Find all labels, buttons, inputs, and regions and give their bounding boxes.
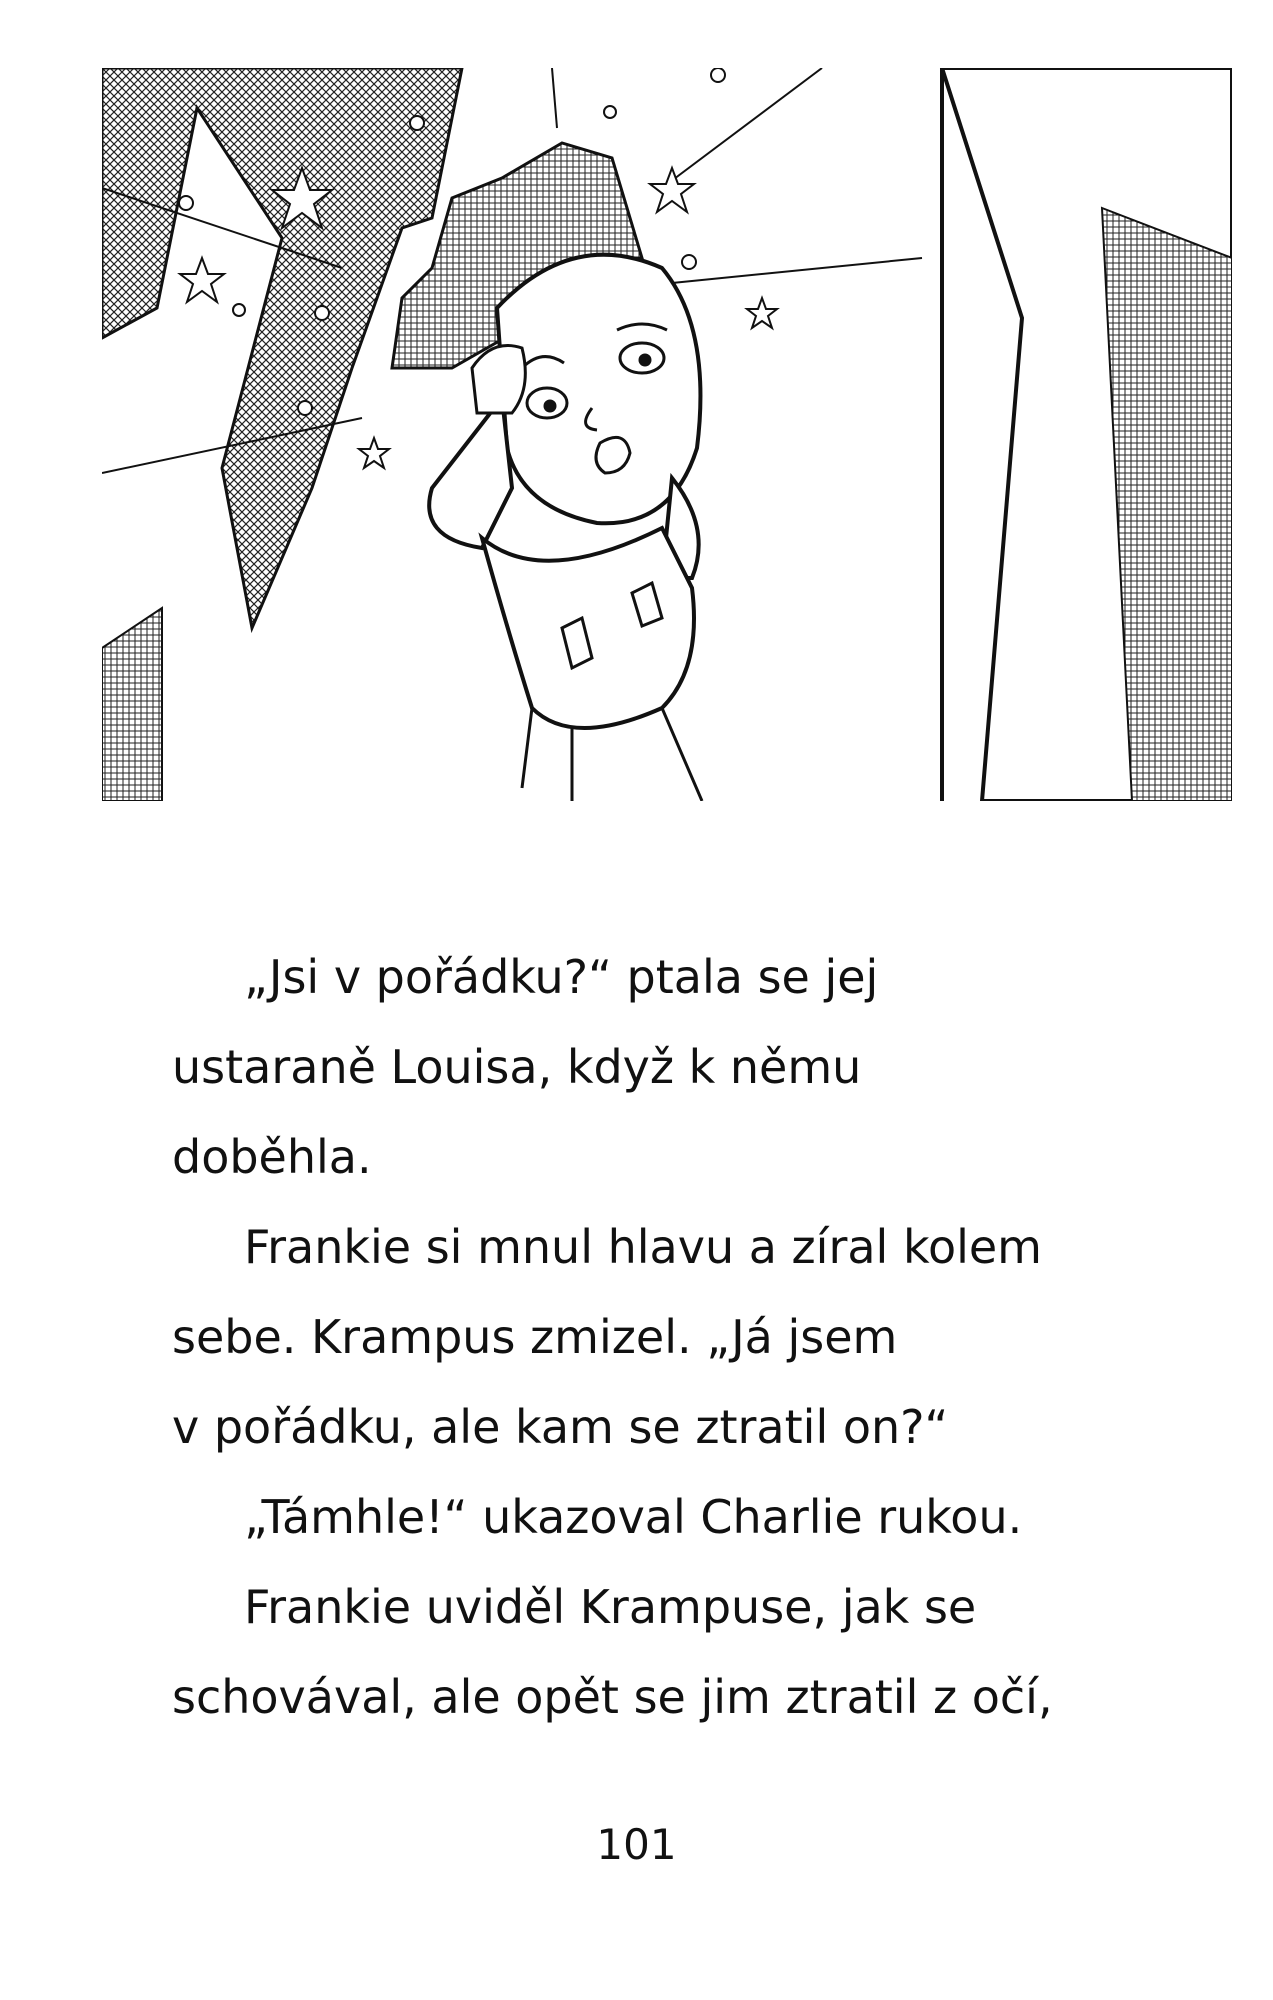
story-line: Frankie uviděl Krampuse, jak se [244,1580,977,1634]
boy-arm-left [429,398,512,548]
boy-hand [472,346,525,414]
story-line: Frankie si mnul hlavu a zíral kolem [244,1220,1042,1274]
story-line: v pořádku, ale kam se ztratil on?“ [172,1400,949,1454]
boy-body [482,528,694,728]
story-line: „Támhle!“ ukazoval Charlie rukou. [244,1490,1023,1544]
story-text [172,932,1102,1742]
story-line: sebe. Krampus zmizel. „Já jsem [172,1310,898,1364]
story-line: ustaraně Louisa, když k němu [172,1040,862,1094]
story-line: doběhla. [172,1130,372,1184]
page-number: 101 [596,1820,677,1869]
left-bottom-crystal [102,608,162,801]
story-line: schovával, ale opět se jim ztratil z očí, [172,1670,1053,1724]
story-line: „Jsi v pořádku?“ ptala se jej [244,950,879,1004]
illustration [102,68,1232,801]
